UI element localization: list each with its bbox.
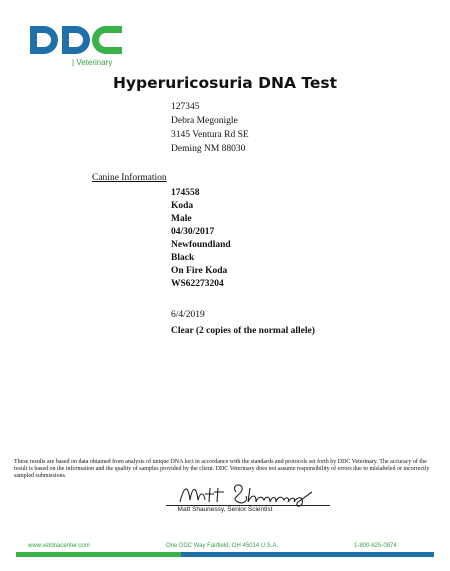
registration-number-value: WS62273204 [171,279,224,289]
canine-info-heading: Canine Information [92,173,167,183]
footer-address: One DDC Way Fairfield, OH 45014 U.S.A. [166,543,279,549]
report-date-value: 6/4/2019 [171,310,205,320]
footer-bar-green [16,552,181,557]
disclaimer-text: These results are based on data obtained from analysis of unique DNA loci in accordance with the standards and protocols set forth by DDC Veterinary. The accuracy of the result is based on the information and the quality of samples provided by the client. DDC Veterinary does not assume responsibility of errors due to mislabeled or incorrectly sampled submissions. [14,459,430,479]
owner-address-line2: Deming NM 88030 [171,144,246,154]
owner-name: Debra Megonigle [171,116,238,126]
dna-result-value: Clear (2 copies of the normal allele) [171,326,315,336]
coat-color-value: Black [171,253,195,263]
footer-phone: 1-800-625-0874 [354,543,397,549]
footer-bar-blue [181,552,434,557]
logo-letter-d2 [62,26,90,54]
case-number-value: 127345 [171,102,200,112]
breed-value: Newfoundland [171,240,231,250]
logo-subtitle: | Veterinary [72,58,113,67]
call-name-value: Koda [171,201,194,211]
dna-id-value: 174558 [171,188,200,198]
page-title: Hyperuricosuria DNA Test [112,74,338,92]
registered-name-value: On Fire Koda [171,266,228,276]
birthdate-value: 04/30/2017 [171,227,215,237]
footer-website[interactable]: www.vetdnacenter.com [28,543,90,549]
owner-address-line1: 3145 Ventura Rd SE [171,130,249,140]
signer-name: Matt Shaunessy, Senior Scientist [177,506,273,513]
logo-letter-c [92,26,122,54]
logo-letter-d1 [30,26,58,54]
sex-value: Male [171,214,192,224]
handwritten-signature [172,478,322,508]
